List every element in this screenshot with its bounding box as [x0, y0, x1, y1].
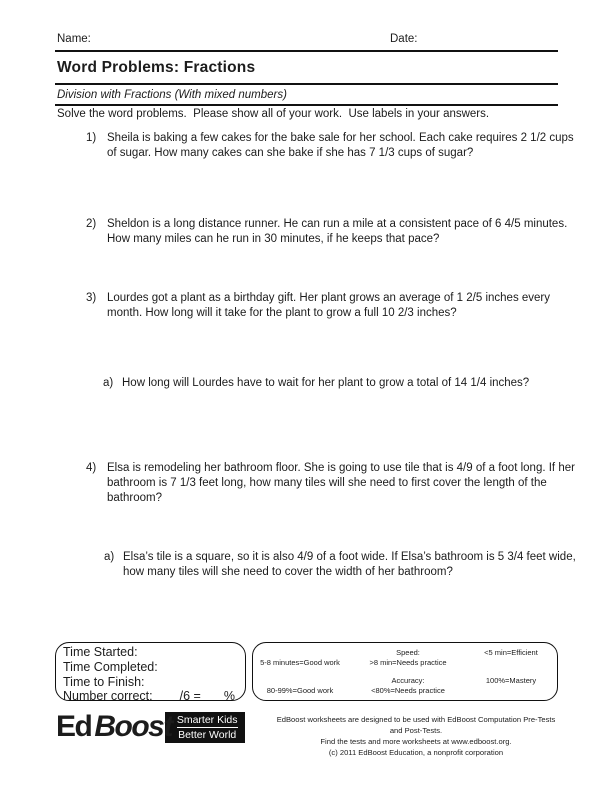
score-fraction: /6 =: [179, 689, 201, 704]
speed-item-1: <5 min=Efficient: [484, 648, 538, 657]
logo-tagline-box: [165, 712, 245, 743]
rubric-box: [252, 642, 558, 701]
speed-label: Speed:: [396, 648, 420, 657]
problem-text: Elsa is remodeling her bathroom floor. She is going to use tile that is 4/9 of a foot long. If her bathroom is 7 1/3 feet long, how many tiles will she need to first cover the length of the bathroom?: [107, 462, 575, 504]
instructions-text: Solve the word problems. Please show all of your work. Use labels in your answers.: [57, 108, 490, 120]
problem-4a: [104, 550, 578, 580]
date-label: Date:: [390, 33, 418, 45]
accuracy-item-1: 100%=Mastery: [485, 676, 537, 685]
logo-boost-text: Boost: [94, 710, 172, 743]
name-label: Name:: [57, 33, 91, 45]
logo-ed-text: Ed: [56, 710, 92, 743]
logo-tagline-divider: [177, 727, 238, 728]
problem-3a: [103, 376, 558, 391]
header-rule: [55, 50, 558, 52]
problem-3: [86, 291, 579, 321]
page-subtitle: Division with Fractions (With mixed numbers): [57, 89, 287, 101]
logo-tagline-line2: Better World: [178, 728, 237, 741]
problem-1: [86, 131, 579, 161]
accuracy-item-3: <80%=Needs practice: [371, 686, 445, 695]
problem-number: 1): [86, 132, 97, 144]
time-completed-label: Time Completed:: [63, 659, 158, 674]
footer-note-line3: (c) 2011 EdBoost Education, a nonprofit corporation: [328, 748, 504, 757]
problem-text: How long will Lourdes have to wait for her plant to grow a total of 14 1/4 inches?: [122, 377, 530, 389]
footer-note-line2: Find the tests and more worksheets at www.edboost.org.: [320, 737, 512, 746]
speed-item-2: 5-8 minutes=Good work: [260, 658, 340, 667]
accuracy-item-2: 80-99%=Good work: [266, 686, 334, 695]
footer-note-line1: EdBoost worksheets are designed to be used with EdBoost Computation Pre-Tests and Post-Tests.: [276, 715, 556, 735]
edboost-logo: [56, 710, 245, 744]
number-correct-label: Number correct:: [63, 689, 153, 704]
number-correct-row: [63, 689, 245, 704]
logo-tagline-line1: Smarter Kids: [176, 713, 238, 726]
problem-number: a): [104, 551, 115, 563]
accuracy-label: Accuracy:: [391, 676, 425, 685]
rubric-spacer: [253, 668, 553, 675]
problem-number: a): [103, 377, 114, 389]
score-box: [55, 642, 246, 704]
score-percent: %: [223, 689, 235, 704]
time-started-label: Time Started:: [63, 645, 138, 659]
problem-2: [86, 217, 579, 247]
subtitle-rule: [55, 104, 558, 106]
problem-4: [86, 461, 579, 506]
problem-text: Sheldon is a long distance runner. He can run a mile at a consistent pace of 6 4/5 minutes. How many miles can he run in 30 minutes, if he keeps that pace?: [107, 218, 568, 245]
title-rule: [55, 83, 558, 85]
problem-number: 4): [86, 462, 97, 474]
problem-number: 3): [86, 292, 97, 304]
time-to-finish-label: Time to Finish:: [63, 674, 145, 689]
problem-text: Elsa’s tile is a square, so it is also 4/9 of a foot wide. If Elsa’s bathroom is 5 3/4 feet wide, how many tiles will she need to cover the width of her bathroom?: [123, 551, 576, 578]
problem-text: Lourdes got a plant as a birthday gift. Her plant grows an average of 1 2/5 inches every month. How long will it take for the plant to grow a full 10 2/3 inches?: [107, 292, 551, 319]
problem-text: Sheila is baking a few cakes for the bake sale for her school. Each cake requires 2 1/2 cups of sugar. How many cakes can she bake if she has 7 1/3 cups of sugar?: [107, 132, 574, 159]
problem-number: 2): [86, 218, 97, 230]
speed-item-3: >8 min=Needs practice: [369, 658, 447, 667]
page-title: Word Problems: Fractions: [57, 59, 256, 76]
footer-note: [270, 714, 562, 758]
